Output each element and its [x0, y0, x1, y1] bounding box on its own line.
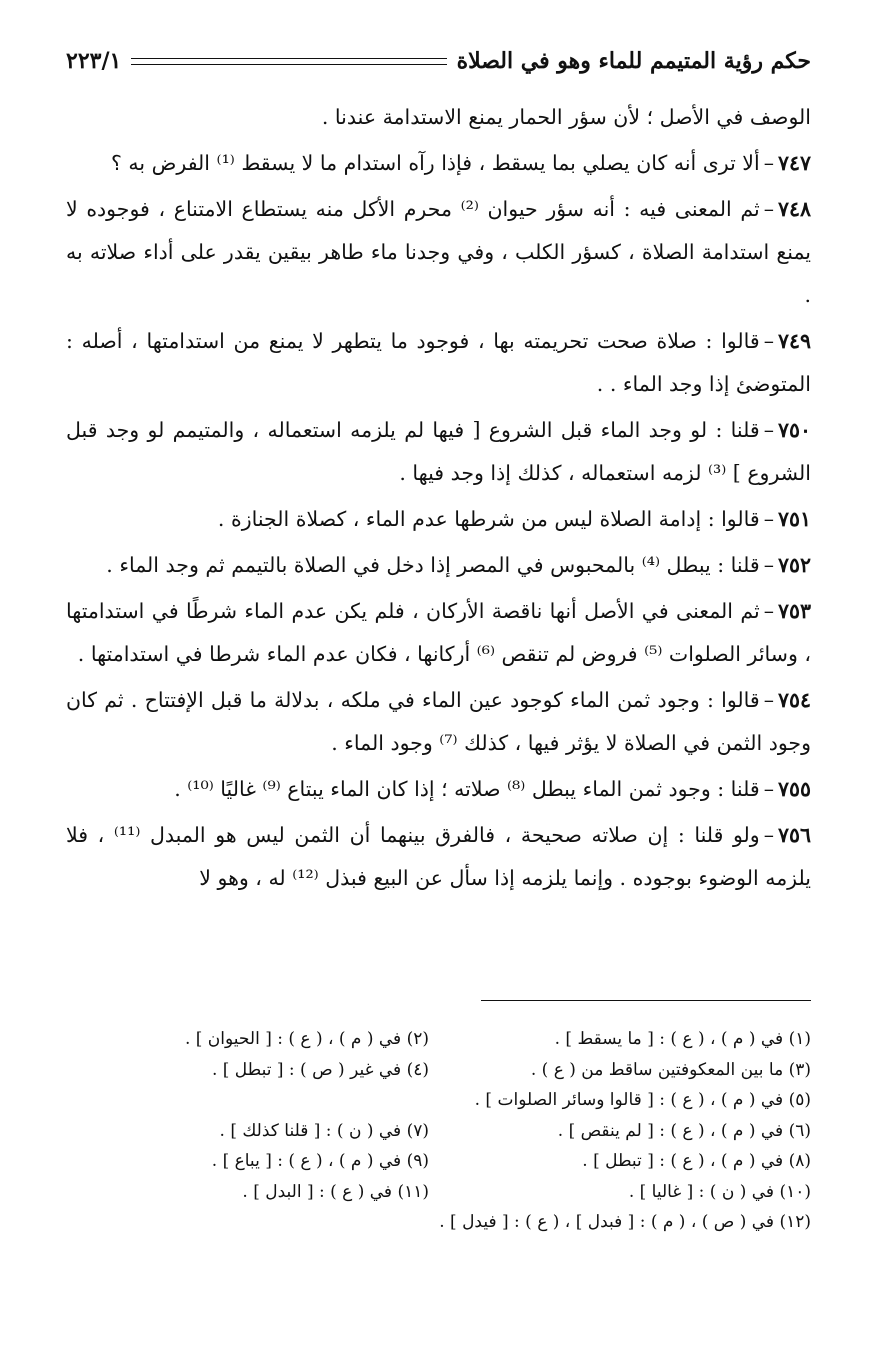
- paragraph-text: ثم المعنى في الأصل أنها ناقصة الأركان ، فلم يكن عدم الماء شرطًا في استدامتها ، وسائر الصلوات ⁽⁵⁾ فروض لم تنقص ⁽⁶⁾ أركانها ، فكان عدم الماء شرطا في استدامتها .: [66, 599, 811, 666]
- main-text: [66, 96, 811, 900]
- number-dash: –: [763, 329, 774, 353]
- number-dash: –: [763, 777, 774, 801]
- number-dash: –: [763, 507, 774, 531]
- footnote-row: [66, 1116, 811, 1147]
- footnote: (٤) في غير ( ص ) : [ تبطل ] .: [211, 1059, 429, 1080]
- paragraph-number: ٧٤٧: [777, 151, 811, 175]
- paragraph-text: ثم المعنى فيه : أنه سؤر حيوان ⁽²⁾ محرم الأكل منه يستطاع الامتناع ، فوجوده لا يمنع استدامة الصلاة ، كسؤر الكلب ، وفي وجدنا ماء طاهر بيقين يقدر على أداء صلاته به .: [66, 197, 811, 307]
- footnote-row: [66, 1207, 811, 1238]
- number-dash: –: [763, 151, 774, 175]
- footnote-row: [66, 1085, 811, 1116]
- paragraph-text: قالوا : إدامة الصلاة ليس من شرطها عدم الماء ، كصلاة الجنازة .: [217, 507, 760, 531]
- paragraph-number: ٧٥٦: [777, 823, 812, 847]
- paragraph: [66, 814, 811, 900]
- paragraph: [66, 96, 811, 139]
- paragraph-number: ٧٥١: [777, 507, 811, 531]
- paragraph-number: ٧٥٥: [777, 777, 811, 801]
- paragraph-text: ولو قلنا : إن صلاته صحيحة ، فالفرق بينهما أن الثمن ليس هو المبدل ⁽¹¹⁾ ، فلا يلزمه الوضوء بوجوده . وإنما يلزمه إذا سأل عن البيع فبذل ⁽¹²⁾ له ، وهو لا: [66, 823, 811, 890]
- number-dash: –: [763, 553, 774, 577]
- paragraph: [66, 409, 811, 495]
- paragraph-number: ٧٥٤: [777, 688, 811, 712]
- footnote: (١٢) في ( ص ) ، ( م ) : [ فبدل ] ، ( ع ) : [ فيدل ] .: [439, 1212, 811, 1232]
- paragraph-number: ٧٤٨: [777, 197, 811, 221]
- footnote: (٩) في ( م ) ، ( ع ) : [ يباع ] .: [211, 1151, 429, 1171]
- footnote: (١٠) في ( ن ) : [ غاليا ] .: [628, 1181, 811, 1202]
- number-dash: –: [763, 688, 774, 712]
- header-rule: [131, 58, 446, 65]
- footnote-row: [66, 1177, 811, 1208]
- number-dash: –: [763, 418, 774, 442]
- paragraph-text: قالوا : وجود ثمن الماء كوجود عين الماء في ملكه ، بدلالة ما قبل الإفتتاح . ثم كان وجود الثمن في الصلاة لا يؤثر فيها ، كذلك ⁽⁷⁾ وجود الماء .: [66, 688, 811, 755]
- number-dash: –: [763, 823, 774, 847]
- paragraph-text: الوصف في الأصل ؛ لأن سؤر الحمار يمنع الاستدامة عندنا .: [321, 105, 811, 129]
- footnote: (١١) في ( ع ) : [ البدل ] .: [242, 1181, 429, 1202]
- paragraph: [66, 544, 811, 587]
- page-header: [66, 44, 811, 78]
- paragraph: [66, 188, 811, 317]
- paragraph-number: ٧٤٩: [777, 329, 811, 353]
- paragraph: [66, 768, 811, 811]
- paragraph: [66, 679, 811, 765]
- footnote-row: [66, 1024, 811, 1055]
- paragraph-text: قلنا : لو وجد الماء قبل الشروع [ فيها لم يلزمه استعماله ، والمتيمم لو وجد قبل الشروع ] ⁽³⁾ لزمه استعماله ، كذلك إذا وجد فيها .: [66, 418, 811, 485]
- footnote: (٧) في ( ن ) : [ قلنا كذلك ] .: [219, 1120, 429, 1141]
- footnote-row: [66, 1146, 811, 1177]
- paragraph-text: ألا ترى أنه كان يصلي بما يسقط ، فإذا رآه استدام ما لا يسقط ⁽¹⁾ الفرض به ؟: [110, 151, 760, 175]
- running-title: حكم رؤية المتيمم للماء وهو في الصلاة: [456, 48, 811, 74]
- number-dash: –: [763, 599, 774, 623]
- paragraph-text: قالوا : صلاة صحت تحريمته بها ، فوجود ما يتطهر لا يمنع من استدامتها ، أصله : المتوضئ إذا وجد الماء . .: [66, 329, 811, 396]
- footnote: (٨) في ( م ) ، ( ع ) : [ تبطل ] .: [582, 1151, 811, 1171]
- paragraph: [66, 590, 811, 676]
- footnotes: [66, 1024, 811, 1238]
- paragraph: [66, 320, 811, 406]
- footnote: (٣) ما بين المعكوفتين ساقط من ( ع ) .: [530, 1059, 811, 1080]
- paragraph-number: ٧٥٢: [777, 553, 811, 577]
- paragraph: [66, 498, 811, 541]
- footnote: (٥) في ( م ) ، ( ع ) : [ قالوا وسائر الصلوات ] .: [474, 1090, 811, 1110]
- paragraph-number: ٧٥٠: [777, 418, 811, 442]
- footnote: (٢) في ( م ) ، ( ع ) : [ الحيوان ] .: [184, 1029, 429, 1049]
- page-number: ٢٢٣/١: [66, 48, 122, 74]
- paragraph-text: قلنا : وجود ثمن الماء يبطل ⁽⁸⁾ صلاته ؛ إذا كان الماء يبتاع ⁽⁹⁾ غاليًا ⁽¹⁰⁾ .: [174, 777, 760, 801]
- footnote-row: [66, 1055, 811, 1086]
- paragraph: [66, 142, 811, 185]
- footnote: (٦) في ( م ) ، ( ع ) : [ لم ينقص ] .: [557, 1120, 811, 1141]
- footnote: (١) في ( م ) ، ( ع ) : [ ما يسقط ] .: [554, 1029, 811, 1049]
- footnote-separator: [481, 1000, 811, 1001]
- paragraph-number: ٧٥٣: [777, 599, 811, 623]
- number-dash: –: [763, 197, 774, 221]
- paragraph-text: قلنا : يبطل ⁽⁴⁾ بالمحبوس في المصر إذا دخل في الصلاة بالتيمم ثم وجد الماء .: [106, 553, 760, 577]
